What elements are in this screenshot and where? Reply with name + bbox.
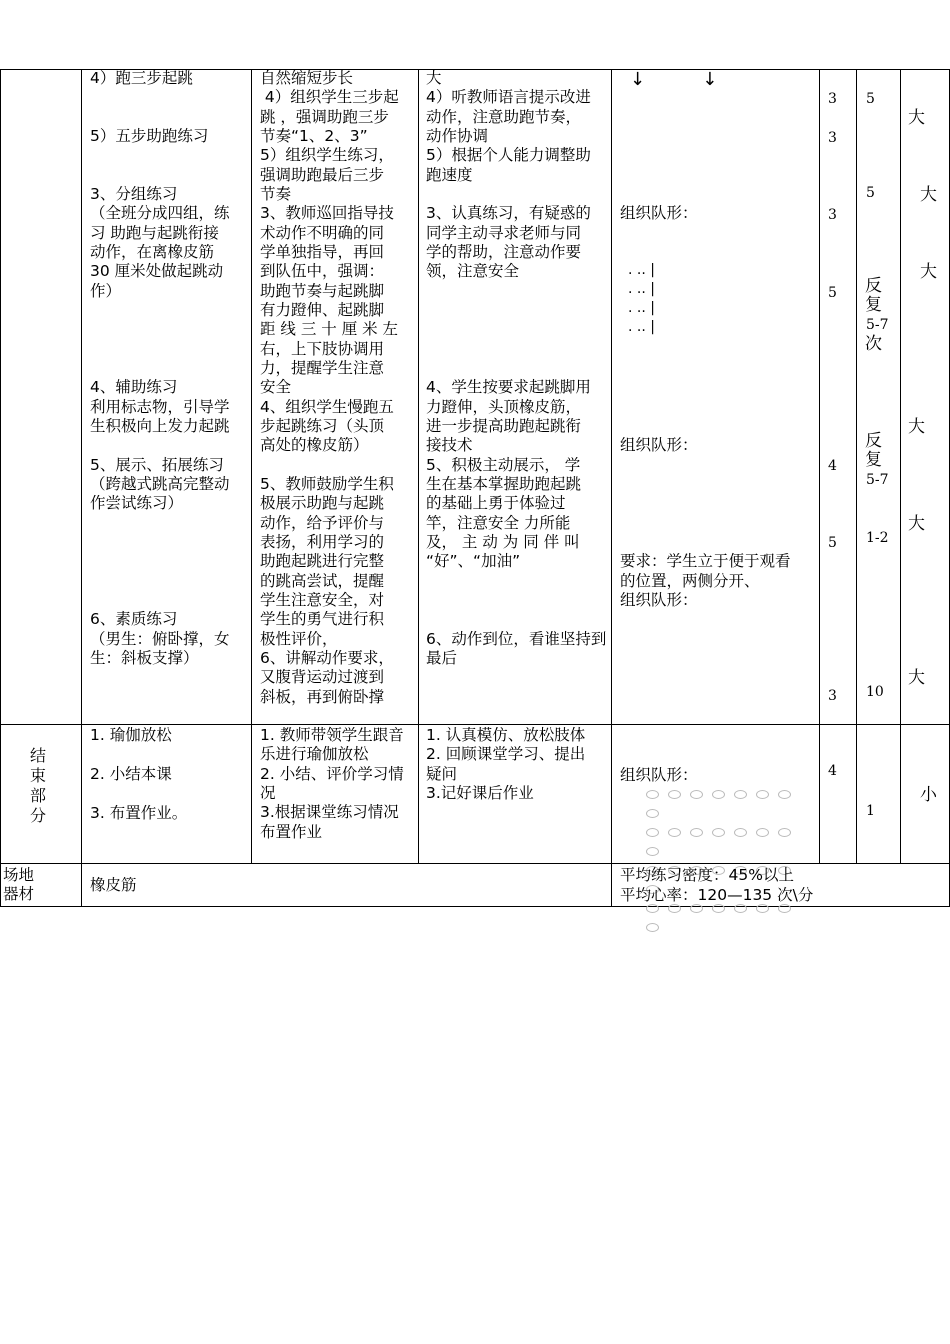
content-text: 4）跑三步起跳 <box>90 69 193 87</box>
reps-value: 5 <box>866 185 875 201</box>
end-teacher-text: 况 <box>260 784 276 802</box>
teacher-text: 4）组织学生三步起 <box>260 88 399 106</box>
teacher-text: 3、教师巡回指导技 <box>260 204 394 222</box>
content-text: 6、素质练习 <box>90 610 178 628</box>
intensity-value: 大 <box>908 668 925 688</box>
content-text: （跨越式跳高完整动 <box>90 475 230 493</box>
row-divider-end <box>0 724 950 725</box>
section-label: 分 <box>30 806 47 825</box>
teacher-text: 节奏 <box>260 185 292 203</box>
intensity-value: 大 <box>920 262 937 282</box>
intensity-value: 大 <box>908 514 925 534</box>
teacher-text: 5）组织学生练习， <box>260 146 394 164</box>
student-text: “好”、“加油” <box>426 552 521 570</box>
section-label: 部 <box>30 786 47 805</box>
content-text: 5、展示、拓展练习 <box>90 456 224 474</box>
reps-value: 复 <box>865 295 882 315</box>
equipment-value: 橡皮筋 <box>90 876 137 894</box>
student-text: 5）根据个人能力调整助 <box>426 146 591 164</box>
teacher-text: 安全 <box>260 378 292 396</box>
student-text: 动作，注意助跑节奏， <box>426 108 582 126</box>
teacher-text: 4、组织学生慢跑五 <box>260 398 394 416</box>
student-text: 的基础上勇于体验过 <box>426 494 566 512</box>
student-text: 最后 <box>426 649 458 667</box>
teacher-text: 右，上下肢协调用 <box>260 340 385 358</box>
content-text: 5）五步助跑练习 <box>90 127 209 145</box>
formation-label: 组织队形： <box>620 591 698 609</box>
teacher-text: 助跑节奏与起跳脚 <box>260 282 385 300</box>
teacher-text: 学生的勇气进行积 <box>260 610 385 628</box>
content-text: 生：斜板支撑） <box>90 649 199 667</box>
col-line-1 <box>81 69 82 907</box>
formation-dots: . .. | <box>628 300 655 316</box>
student-text: 6、动作到位，看谁坚持到 <box>426 630 607 648</box>
content-text: 4、辅助练习 <box>90 378 178 396</box>
content-text: 习 助跑与起跳衔接 <box>90 224 219 242</box>
content-text: （男生：俯卧撑，女 <box>90 630 230 648</box>
reps-value: 1-2 <box>866 530 889 546</box>
end-teacher-text: 乐进行瑜伽放松 <box>260 745 369 763</box>
reps-value: 10 <box>866 684 884 700</box>
student-text: 动作协调 <box>426 127 489 145</box>
student-text: 及， 主 动 为 同 伴 叫 <box>426 533 580 551</box>
student-text: 同学主动寻求老师与同 <box>426 224 582 242</box>
teacher-text: 助跑起跳进行完整 <box>260 552 385 570</box>
end-content-text: 2. 小结本课 <box>90 765 172 783</box>
content-text: 作尝试练习） <box>90 494 184 512</box>
time-value: 4 <box>828 458 837 474</box>
student-text: 学的帮助，注意动作要 <box>426 243 582 261</box>
reps-value: 5-7 <box>866 472 889 488</box>
end-student-text: 1. 认真模仿、放松肢体 <box>426 726 586 744</box>
student-text: 领，注意安全 <box>426 262 520 280</box>
content-text: （全班分成四组，练 <box>90 204 230 222</box>
content-text: 作） <box>90 282 122 300</box>
teacher-text: 极性评价， <box>260 630 338 648</box>
teacher-text: 又腹背运动过渡到 <box>260 668 385 686</box>
requirement-text: 的位置，两侧分开、 <box>620 572 760 590</box>
teacher-text: 自然缩短步长 <box>260 69 354 87</box>
time-value: 5 <box>828 285 837 301</box>
intensity-value: 大 <box>908 417 925 437</box>
heartrate-value: 平均心率：120—135 次\分 <box>620 886 814 904</box>
student-text: 生在基本掌握助跑起跳 <box>426 475 582 493</box>
teacher-text: 极展示助跑与起跳 <box>260 494 385 512</box>
end-reps-value: 1 <box>866 803 875 819</box>
formation-dots: . .. | <box>628 319 655 335</box>
time-value: 3 <box>828 91 837 107</box>
time-value: 3 <box>828 688 837 704</box>
footer-label: 场地 <box>3 866 35 884</box>
section-label: 结 <box>30 746 47 765</box>
content-text: 动作，在离橡皮筋 <box>90 243 215 261</box>
reps-value: 次 <box>865 334 882 354</box>
student-text: 5、积极主动展示， 学 <box>426 456 581 474</box>
time-value: 3 <box>828 130 837 146</box>
teacher-text: 距 线 三 十 厘 米 左 <box>260 320 399 338</box>
teacher-text: 到队伍中，强调： <box>260 262 385 280</box>
student-text: 3、认真练习，有疑惑的 <box>426 204 591 222</box>
content-text: 30 厘米处做起跳动 <box>90 262 224 280</box>
col-line-7 <box>900 69 901 864</box>
content-text: 利用标志物，引导学 <box>90 398 230 416</box>
formation-dots: . .. | <box>628 281 655 297</box>
reps-value: 5-7 <box>866 317 889 333</box>
end-teacher-text: 布置作业 <box>260 823 323 841</box>
formation-dots: . .. | <box>628 262 655 278</box>
teacher-text: 动作，给予评价与 <box>260 514 385 532</box>
end-formation-label: 组织队形： <box>620 766 698 784</box>
end-teacher-text: 1. 教师带领学生跟音 <box>260 726 404 744</box>
time-value: 3 <box>828 207 837 223</box>
teacher-text: 步起跳练习（头顶 <box>260 417 385 435</box>
student-text: 进一步提高助跑起跳衔 <box>426 417 582 435</box>
density-value: 平均练习密度：45%以上 <box>620 866 794 884</box>
teacher-text: 术动作不明确的同 <box>260 224 385 242</box>
student-text: 跑速度 <box>426 166 473 184</box>
requirement-text: 要求：学生立于便于观看 <box>620 552 791 570</box>
content-text: 3、分组练习 <box>90 185 178 203</box>
teacher-text: 表扬，利用学习的 <box>260 533 385 551</box>
teacher-text: 强调助跑最后三步 <box>260 166 385 184</box>
col-line-0 <box>0 69 1 907</box>
section-label: 束 <box>30 766 47 785</box>
teacher-text: 5、教师鼓励学生积 <box>260 475 394 493</box>
student-text: 4）听教师语言提示改进 <box>426 88 591 106</box>
end-time-value: 4 <box>828 763 837 779</box>
intensity-value: 大 <box>908 108 925 128</box>
col-line-5 <box>819 69 820 864</box>
teacher-text: 力，提醒学生注意 <box>260 359 385 377</box>
teacher-text: 学生注意安全，对 <box>260 591 385 609</box>
formation-label: 组织队形： <box>620 436 698 454</box>
teacher-text: 学单独指导，再回 <box>260 243 385 261</box>
formation-ovals <box>646 789 821 941</box>
formation-label: 组织队形： <box>620 204 698 222</box>
content-text: 生积极向上发力起跳 <box>90 417 230 435</box>
col-line-4 <box>611 69 612 907</box>
reps-value: 5 <box>866 91 875 107</box>
end-teacher-text: 2. 小结、评价学习情 <box>260 765 404 783</box>
teacher-text: 节奏“1、2、3” <box>260 127 368 145</box>
end-content-text: 3. 布置作业。 <box>90 804 188 822</box>
student-text: 4、学生按要求起跳脚用 <box>426 378 591 396</box>
col-line-3 <box>418 69 419 864</box>
intensity-value: 大 <box>920 185 937 205</box>
end-student-text: 2. 回顾课堂学习、提出 <box>426 745 586 763</box>
student-text: 竿，注意安全 力所能 <box>426 514 571 532</box>
student-text: 接技术 <box>426 436 473 454</box>
student-text: 大 <box>426 69 442 87</box>
teacher-text: 斜板，再到俯卧撑 <box>260 688 385 706</box>
arrow-icons: ↓ ↓ <box>630 69 718 90</box>
student-text: 力蹬伸，头顶橡皮筋， <box>426 398 582 416</box>
end-student-text: 3.记好课后作业 <box>426 784 534 802</box>
end-content-text: 1. 瑜伽放松 <box>90 726 172 744</box>
reps-value: 反 <box>865 431 882 451</box>
end-teacher-text: 3.根据课堂练习情况 <box>260 803 399 821</box>
teacher-text: 有力蹬伸、起跳脚 <box>260 301 385 319</box>
teacher-text: 高处的橡皮筋） <box>260 436 369 454</box>
teacher-text: 跳 ，强调助跑三步 <box>260 108 389 126</box>
end-student-text: 疑问 <box>426 765 458 783</box>
end-intensity-value: 小 <box>920 785 937 805</box>
teacher-text: 的跳高尝试，提醒 <box>260 572 385 590</box>
reps-value: 反 <box>865 276 882 296</box>
teacher-text: 6、讲解动作要求， <box>260 649 394 667</box>
footer-label: 器材 <box>3 885 35 903</box>
col-line-6 <box>856 69 857 864</box>
reps-value: 复 <box>865 450 882 470</box>
col-line-2 <box>251 69 252 864</box>
time-value: 5 <box>828 535 837 551</box>
